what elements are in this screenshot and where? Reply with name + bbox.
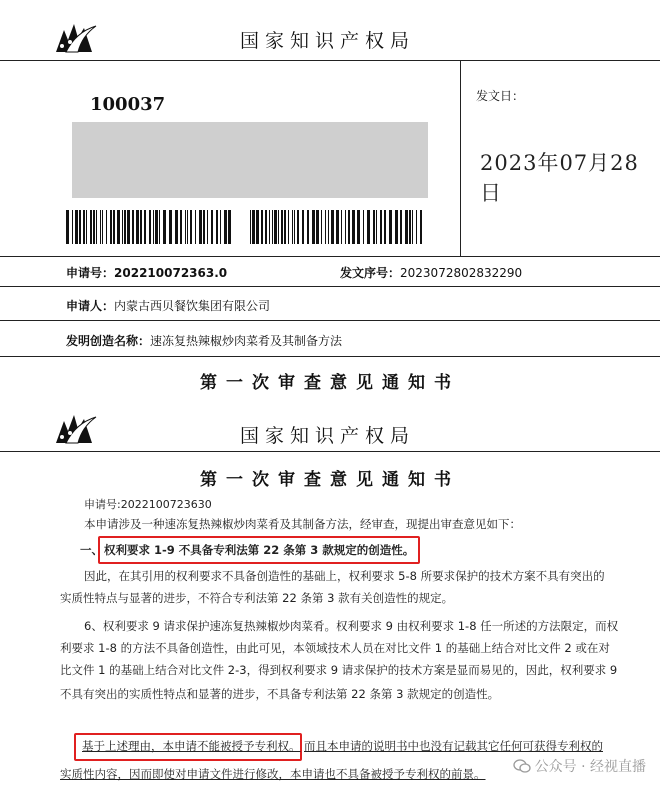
paragraph-line-f: 不具有突出的实质性特点和显著的进步，不具备专利法第 22 条第 3 款规定的创造性。	[60, 687, 500, 701]
wechat-icon	[513, 759, 531, 773]
column-divider	[460, 60, 461, 256]
notice-page-2	[0, 393, 660, 790]
conclusion-highlight: 基于上述理由，本申请不能被授予专利权。	[82, 739, 301, 753]
watermark	[513, 756, 646, 776]
notice-page-1	[0, 0, 660, 393]
office-name: 国家知识产权局	[240, 425, 416, 447]
header-divider	[0, 451, 660, 452]
paragraph-line-a: 因此，在其引用的权利要求不具备创造性的基础上，权利要求 5-8 所要求保护的技术方案不具有突出的	[84, 569, 605, 583]
cnipa-emblem-icon	[52, 20, 98, 54]
notice-title-1: 第一次审查意见通知书	[200, 373, 460, 393]
conclusion-last-line: 实质性内容，因而即使对申请文件进行修改，本申请也不具备被授予专利权的前景。	[60, 767, 486, 781]
item-1-prefix: 一、	[80, 543, 103, 557]
postcode: 100037	[90, 94, 166, 115]
invention-name-row	[66, 332, 342, 349]
info-divider-1	[0, 256, 660, 257]
application-number-value: 202210072363.0	[114, 266, 228, 280]
application-number-row	[66, 264, 227, 281]
invention-name-label: 发明创造名称：	[66, 334, 151, 348]
serial-number-row	[340, 264, 522, 281]
header-divider	[0, 60, 660, 61]
notice-title-2: 第一次审查意见通知书	[200, 470, 460, 490]
paragraph-line-b: 实质性特点与显著的进步，不符合专利法第 22 条第 3 款有关创造性的规定。	[60, 591, 454, 605]
applicant-label: 申请人：	[66, 299, 115, 313]
paragraph-line-d: 利要求 1-8 的方法不具备创造性，由此可见，本领域技术人员在对比文件 1 的基础上结合对比文件 2 或在对	[60, 641, 610, 655]
serial-number-label: 发文序号：	[340, 266, 401, 280]
barcode-right	[250, 210, 426, 244]
applicant-value: 内蒙古西贝餐饮集团有限公司	[114, 299, 271, 313]
intro-paragraph: 本申请涉及一种速冻复热辣椒炒肉菜肴及其制备方法，经审查，现提出审查意见如下：	[84, 517, 521, 531]
info-divider-4	[0, 356, 660, 357]
invention-name-value: 速冻复热辣椒炒肉菜肴及其制备方法	[150, 334, 343, 348]
barcode-left	[66, 210, 232, 244]
item-1-text: 权利要求 1-9 不具备专利法第 22 条第 3 款规定的创造性。	[104, 543, 415, 557]
watermark-text: 公众号 · 经视直播	[534, 759, 646, 775]
application-number-line: 申请号:2022100723630	[84, 498, 212, 511]
paragraph-line-c: 6、权利要求 9 请求保护速冻复热辣椒炒肉菜肴。权利要求 9 由权利要求 1-8 任一所述的方法限定，而权	[84, 619, 619, 633]
conclusion-rest: 而且本申请的说明书中也没有记载其它任何可获得专利权的	[304, 739, 603, 753]
applicant-row	[66, 297, 270, 314]
serial-number-value: 2023072802832290	[400, 266, 523, 280]
office-name: 国家知识产权局	[240, 30, 416, 52]
info-divider-3	[0, 320, 660, 321]
info-divider-2	[0, 286, 660, 287]
application-number-label: 申请号：	[66, 266, 115, 280]
date-label: 发文日：	[476, 89, 525, 103]
paragraph-line-e: 比文件 1 的基础上结合对比文件 2-3，得到权利要求 9 请求保护的技术方案是显而易见的，因此，权利要求 9	[60, 663, 618, 677]
date-stamp: 2023年07月28日	[480, 151, 639, 205]
redacted-address-block	[72, 122, 428, 198]
cnipa-emblem-icon	[52, 411, 98, 445]
